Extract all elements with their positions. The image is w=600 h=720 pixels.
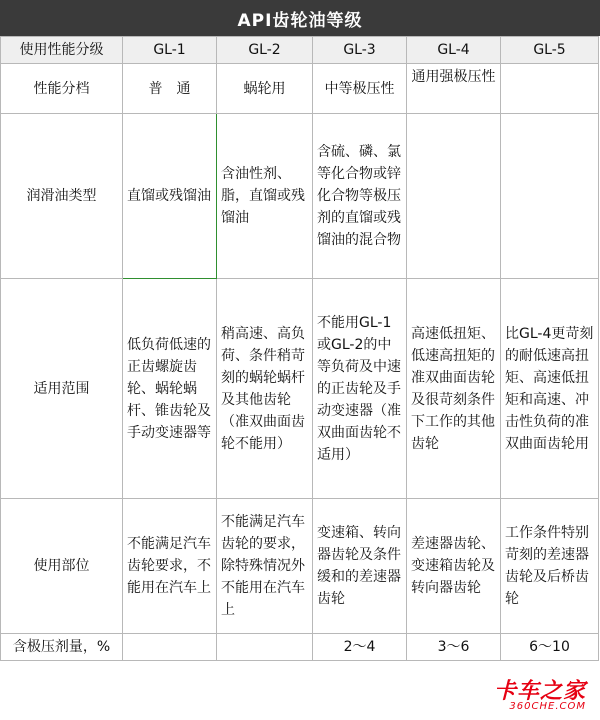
usage-label: 使用部位 (1, 499, 123, 634)
table-cell: 稍高速、高负荷、条件稍苛刻的蜗轮蜗杆及其他齿轮（准双曲面齿轮不能用） (217, 279, 313, 499)
table-cell: 比GL-4更苛刻的耐低速高扭矩、高速低扭矩和高速、冲击性负荷的准双曲面齿轮用 (501, 279, 599, 499)
table-cell: 不能用GL-1或GL-2的中等负荷及中速的正齿轮及手动变速器（准双曲面齿轮不适用） (313, 279, 407, 499)
table-cell: 2～4 (313, 634, 407, 661)
table-cell: 普 通 (123, 64, 217, 114)
table-cell (501, 64, 599, 114)
performance-row (1, 64, 599, 114)
ep-content-row (1, 634, 599, 661)
oil-type-label: 润滑油类型 (1, 114, 123, 279)
table-cell: 中等极压性 (313, 64, 407, 114)
table-cell: 不能满足汽车齿轮要求，不能用在汽车上 (123, 499, 217, 634)
table-cell: 含油性剂、脂，直馏或残馏油 (217, 114, 313, 279)
table-cell: 高速低扭矩、低速高扭矩的准双曲面齿轮及很苛刻条件下工作的其他齿轮 (407, 279, 501, 499)
table-cell: 直馏或残馏油 (123, 114, 217, 279)
grade-gl1: GL-1 (123, 37, 217, 64)
grade-gl5: GL-5 (501, 37, 599, 64)
table-cell (407, 114, 501, 279)
scope-label: 适用范围 (1, 279, 123, 499)
scope-row (1, 279, 599, 499)
table-cell: 工作条件特别苛刻的差速器齿轮及后桥齿轮 (501, 499, 599, 634)
table-cell (217, 634, 313, 661)
table-cell: 差速器齿轮、变速箱齿轮及转向器齿轮 (407, 499, 501, 634)
api-grade-table (0, 36, 599, 661)
logo-domain: 360CHE.COM (509, 701, 586, 712)
header-row (1, 37, 599, 64)
table-cell (501, 114, 599, 279)
site-logo (494, 674, 586, 712)
grade-gl3: GL-3 (313, 37, 407, 64)
header-label: 使用性能分级 (1, 37, 123, 64)
usage-row (1, 499, 599, 634)
oil-type-row (1, 114, 599, 279)
logo-text: 卡车之家 (493, 679, 586, 704)
grade-gl4: GL-4 (407, 37, 501, 64)
ep-content-label: 含极压剂量，% (1, 634, 123, 661)
table-cell: 蜗轮用 (217, 64, 313, 114)
table-cell: 3～6 (407, 634, 501, 661)
table-cell: 不能满足汽车齿轮的要求，除特殊情况外不能用在汽车上 (217, 499, 313, 634)
table-cell: 通用强极压性 (407, 64, 501, 114)
grade-gl2: GL-2 (217, 37, 313, 64)
table-cell: 变速箱、转向器齿轮及条件缓和的差速器齿轮 (313, 499, 407, 634)
table-cell: 低负荷低速的正齿螺旋齿轮、蜗轮蜗杆、锥齿轮及手动变速器等 (123, 279, 217, 499)
table-title: API齿轮油等级 (0, 0, 600, 36)
table-cell (123, 634, 217, 661)
performance-label: 性能分档 (1, 64, 123, 114)
table-cell: 6～10 (501, 634, 599, 661)
table-cell: 含硫、磷、氯等化合物或锌化合物等极压剂的直馏或残馏油的混合物 (313, 114, 407, 279)
